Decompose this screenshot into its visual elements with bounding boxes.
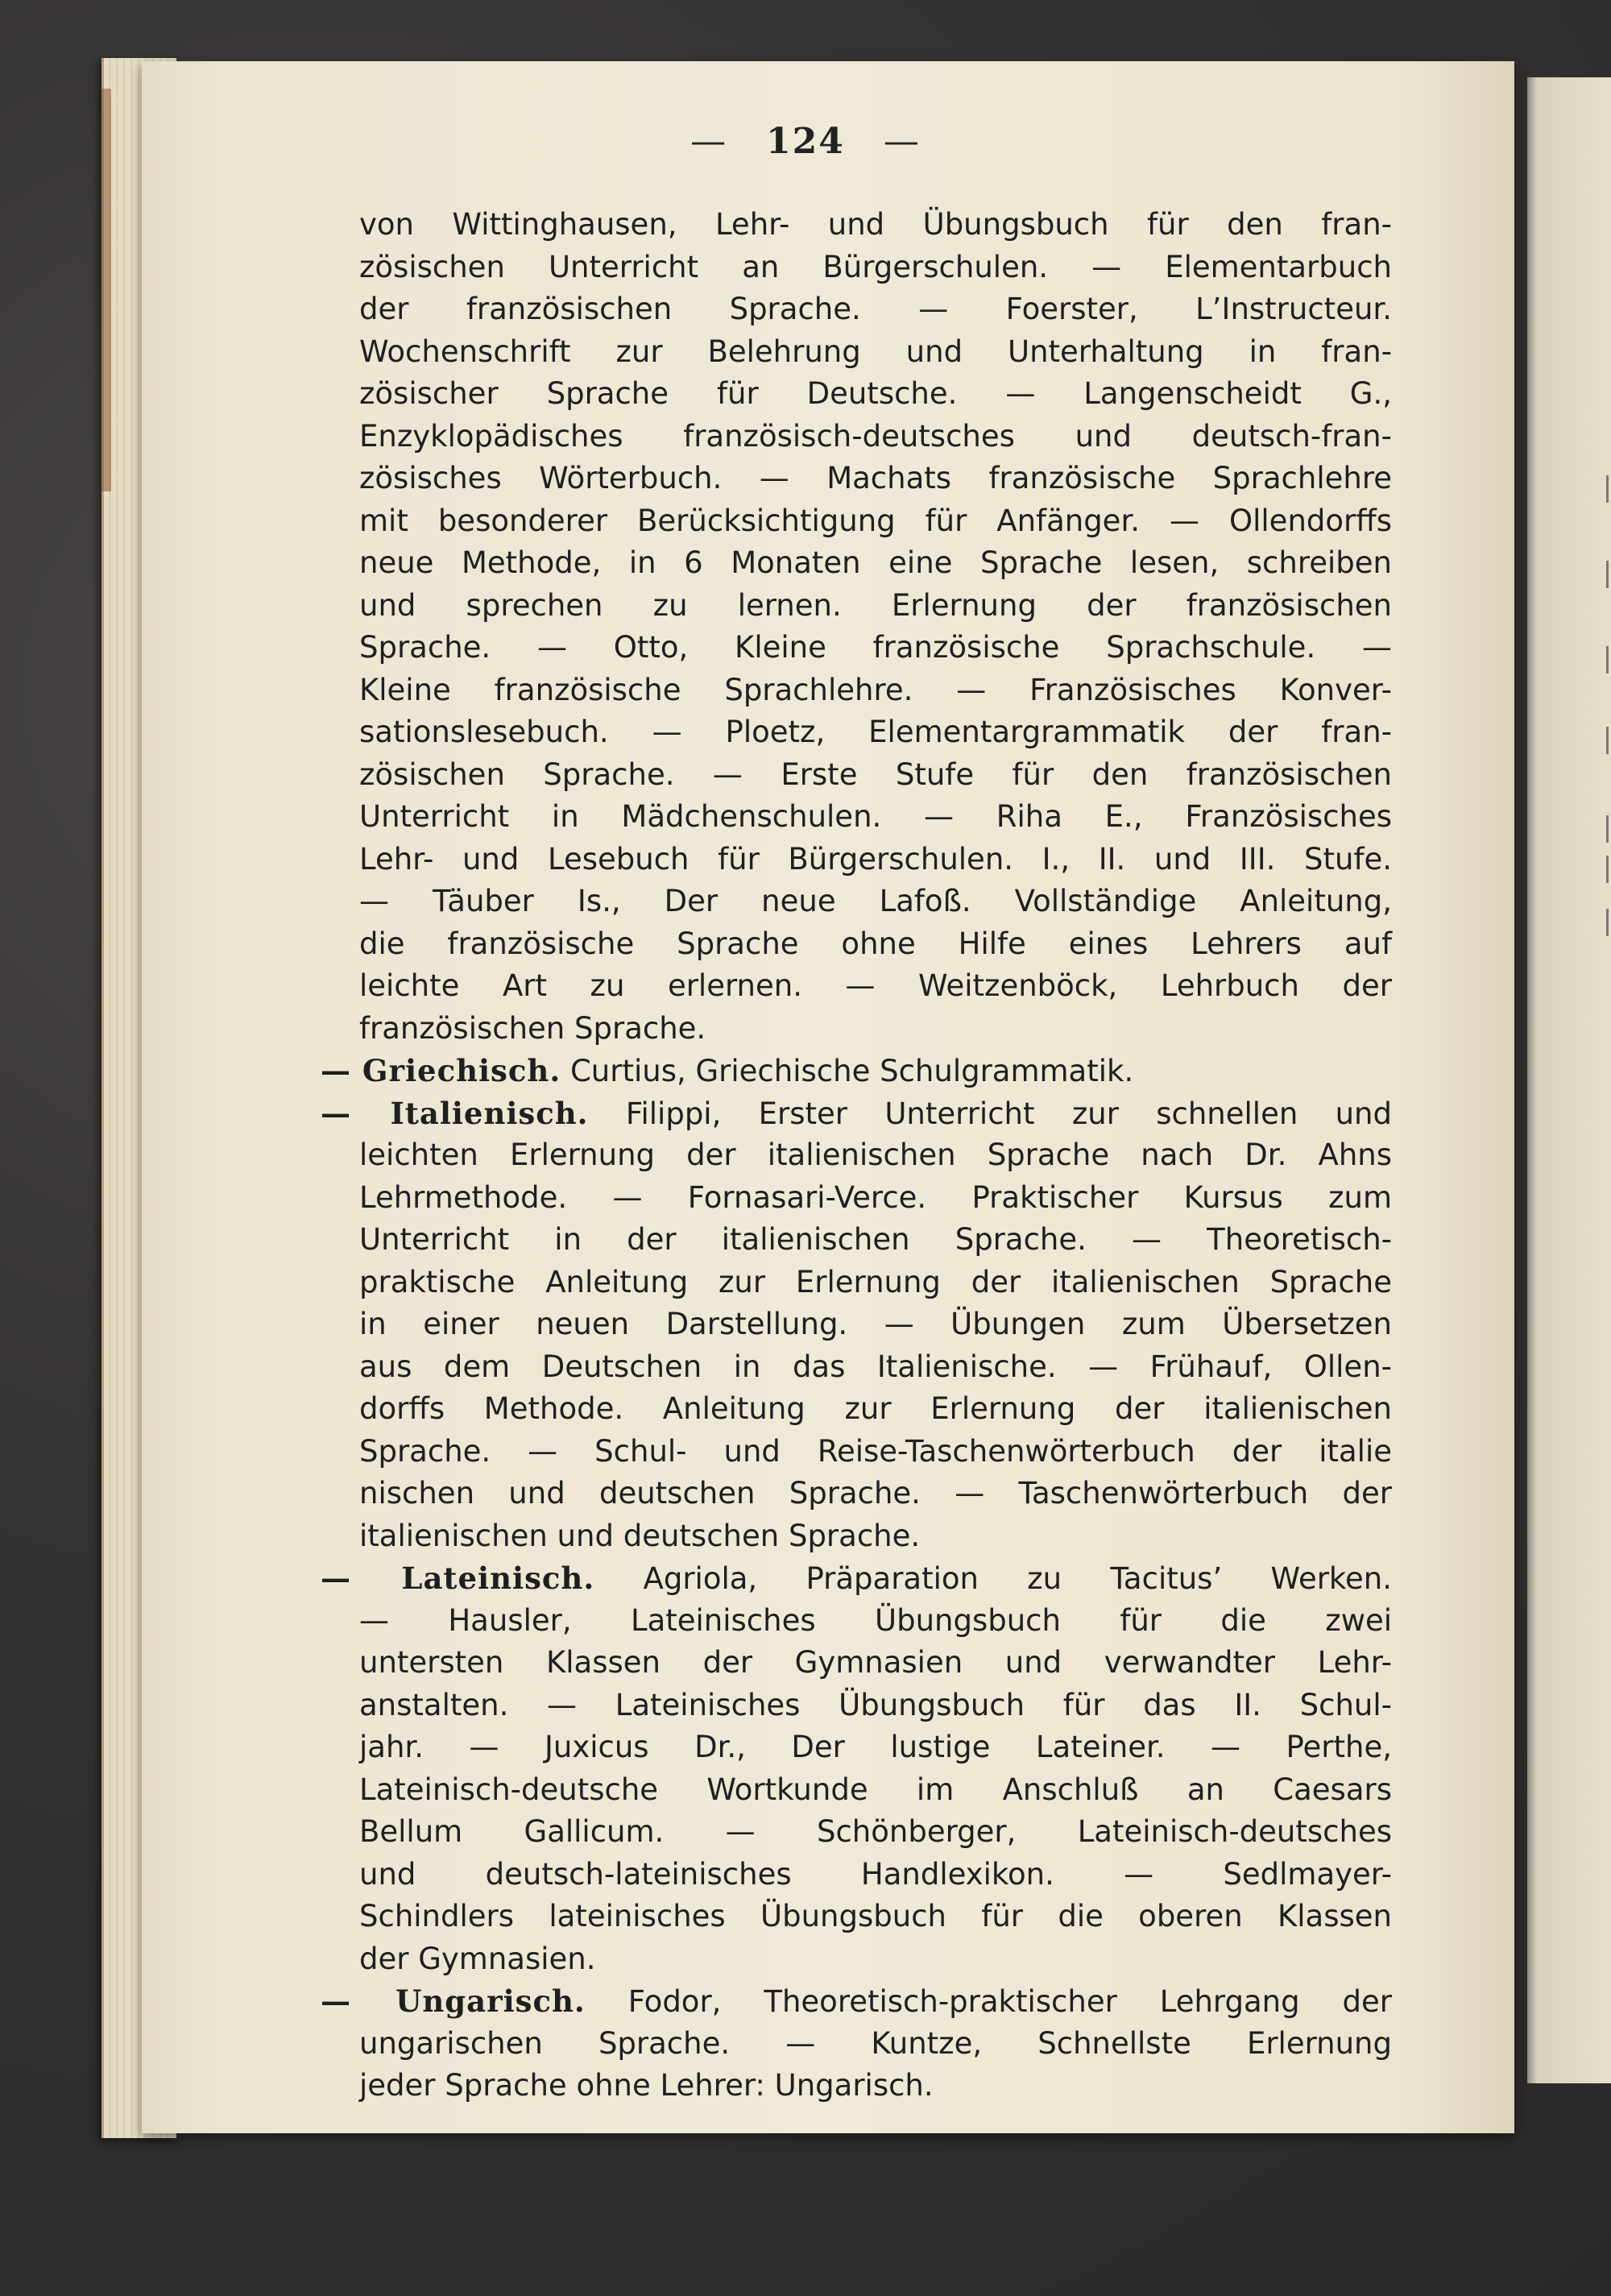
section-heading-line (321, 1980, 1392, 2023)
line-text: Lehr- und Lesebuch für Bürgerschulen. I., II. und III. Stufe. (359, 841, 1392, 877)
text-line (359, 1177, 1392, 1220)
line-text: Curtius, Griechische Schulgrammatik. (561, 1054, 1134, 1088)
text-line (359, 1008, 1392, 1051)
line-text: Fodor, Theoretisch-praktischer Lehrgang der (585, 1984, 1392, 2019)
line-text: nischen und deutschen Sprache. — Taschenwörterbuch der (359, 1476, 1392, 1511)
line-text: Unterricht in der italienischen Sprache. — Theoretisch- (359, 1222, 1392, 1257)
text-line (359, 796, 1392, 839)
section-heading: — Lateinisch. (321, 1560, 595, 1596)
line-text: ungarischen Sprache. — Kuntze, Schnellste Erlernung (359, 2025, 1392, 2061)
line-text: neue Methode, in 6 Monaten eine Sprache lesen, schreiben (359, 545, 1392, 580)
line-text: die französische Sprache ohne Hilfe eines Lehrers auf (359, 926, 1392, 961)
text-line (359, 1303, 1392, 1346)
line-text: zösischer Sprache für Deutsche. — Langenscheidt G., (359, 376, 1392, 411)
text-line (359, 542, 1392, 585)
text-line (359, 1938, 1392, 1981)
line-text: Kleine französische Sprachlehre. — Französisches Konver- (359, 672, 1392, 707)
text-line (359, 1473, 1392, 1515)
line-text: der Gymnasien. (359, 1941, 596, 1976)
line-text: jahr. — Juxicus Dr., Der lustige Lateiner. — Perthe, (359, 1730, 1392, 1764)
line-text: Lehrmethode. — Fornasari-Verce. Praktischer Kursus zum (359, 1179, 1392, 1215)
line-text: französischen Sprache. (359, 1010, 706, 1046)
text-line (359, 965, 1392, 1008)
text-line (359, 669, 1392, 712)
text-line (359, 458, 1392, 500)
text-line (359, 1388, 1392, 1431)
text-line (359, 500, 1392, 543)
line-text: anstalten. — Lateinisches Übungsbuch für das II. Schul- (359, 1687, 1392, 1722)
facing-page-fragment (1606, 727, 1611, 754)
text-line (359, 1769, 1392, 1812)
section-heading-line (321, 1557, 1392, 1600)
line-text: untersten Klassen der Gymnasien und verwandter Lehr- (359, 1645, 1392, 1680)
section-heading: — Griechisch. (321, 1053, 561, 1088)
section-heading-line (321, 1092, 1392, 1135)
line-text: zösisches Wörterbuch. — Machats französische Sprachlehre (359, 461, 1392, 495)
text-line (359, 2023, 1392, 2066)
facing-page-edge (1527, 77, 1611, 2083)
line-text: in einer neuen Darstellung. — Übungen zum Übersetzen (359, 1307, 1392, 1341)
text-line (359, 1600, 1392, 1643)
text-line (359, 1219, 1392, 1262)
line-text: dorffs Methode. Anleitung zur Erlernung der italienischen (359, 1391, 1392, 1426)
page-number-value: 124 (766, 121, 845, 162)
facing-page-fragment (1606, 856, 1611, 883)
text-line (359, 1854, 1392, 1896)
line-text: italienischen und deutschen Sprache. (359, 1518, 921, 1553)
line-text: zösischen Sprache. — Erste Stufe für den französischen (359, 756, 1392, 792)
text-line (359, 1134, 1392, 1177)
line-text: leichten Erlernung der italienischen Sprache nach Dr. Ahns (359, 1138, 1392, 1172)
line-text: Sprache. — Otto, Kleine französische Sprachschule. — (359, 630, 1392, 665)
line-text: Bellum Gallicum. — Schönberger, Lateinisch-deutsches (359, 1814, 1392, 1849)
text-line (359, 1262, 1392, 1304)
line-text: praktische Anleitung zur Erlernung der italienischen Sprache (359, 1264, 1392, 1299)
text-line (359, 331, 1392, 374)
page-number-dash-left: — (690, 121, 728, 162)
section-heading: — Italienisch. (321, 1095, 589, 1131)
facing-page-fragment (1606, 909, 1611, 936)
text-line (359, 1685, 1392, 1727)
facing-page-fragment (1606, 475, 1611, 503)
text-line (359, 923, 1392, 966)
body-text (321, 204, 1392, 2107)
text-line (359, 711, 1392, 754)
line-text: mit besonderer Berücksichtigung für Anfänger. — Ollendorffs (359, 503, 1392, 538)
text-line (359, 1811, 1392, 1854)
section-heading-line (321, 1050, 1392, 1092)
text-line (359, 627, 1392, 669)
section-heading: — Ungarisch. (321, 1983, 586, 2019)
line-text: sationslesebuch. — Ploetz, Elementargrammatik der fran- (359, 715, 1392, 749)
text-line (359, 754, 1392, 797)
line-text: und deutsch-lateinisches Handlexikon. — Sedlmayer- (359, 1856, 1392, 1892)
text-line (359, 1515, 1392, 1558)
text-line (359, 1726, 1392, 1769)
text-line (359, 373, 1392, 416)
facing-page-fragment (1606, 561, 1611, 588)
line-text: und sprechen zu lernen. Erlernung der französischen (359, 587, 1392, 623)
line-text: Lateinisch-deutsche Wortkunde im Anschluß an Caesars (359, 1772, 1392, 1807)
page-number (0, 121, 1611, 162)
line-text: von Wittinghausen, Lehr- und Übungsbuch für den fran- (359, 207, 1392, 242)
text-line (359, 416, 1392, 458)
line-text: Agriola, Präparation zu Tacitus’ Werken. (594, 1561, 1393, 1596)
text-line (359, 881, 1392, 923)
text-line (359, 204, 1392, 247)
line-text: leichte Art zu erlernen. — Weitzenböck, Lehrbuch der (359, 968, 1392, 1003)
text-line (359, 1346, 1392, 1389)
text-line (359, 1896, 1392, 1938)
text-line (359, 288, 1392, 331)
line-text: Sprache. — Schul- und Reise-Taschenwörterbuch der italie (359, 1433, 1392, 1469)
text-line (359, 1642, 1392, 1685)
line-text: zösischen Unterricht an Bürgerschulen. — Elementarbuch (359, 249, 1392, 284)
facing-page-fragment (1606, 646, 1611, 673)
text-line (359, 2065, 1392, 2107)
line-text: der französischen Sprache. — Foerster, L’Instructeur. (359, 292, 1392, 326)
line-text: jeder Sprache ohne Lehrer: Ungarisch. (359, 2068, 934, 2103)
facing-page-fragment (1606, 815, 1611, 843)
page-number-dash-right: — (883, 121, 921, 162)
line-text: — Täuber Is., Der neue Lafoß. Vollständige Anleitung, (359, 884, 1392, 918)
text-line (359, 585, 1392, 628)
text-line (359, 1431, 1392, 1473)
line-text: Wochenschrift zur Belehrung und Unterhaltung in fran- (359, 334, 1392, 369)
line-text: Unterricht in Mädchenschulen. — Riha E., Französisches (359, 799, 1392, 834)
line-text: — Hausler, Lateinisches Übungsbuch für die zwei (359, 1602, 1392, 1638)
line-text: aus dem Deutschen in das Italienische. — Frühauf, Ollen- (359, 1349, 1392, 1384)
line-text: Enzyklopädisches französisch-deutsches und deutsch-fran- (359, 418, 1392, 454)
line-text: Filippi, Erster Unterricht zur schnellen und (588, 1096, 1392, 1131)
text-line (359, 247, 1392, 289)
line-text: Schindlers lateinisches Übungsbuch für die oberen Klassen (359, 1899, 1392, 1933)
text-line (359, 839, 1392, 881)
